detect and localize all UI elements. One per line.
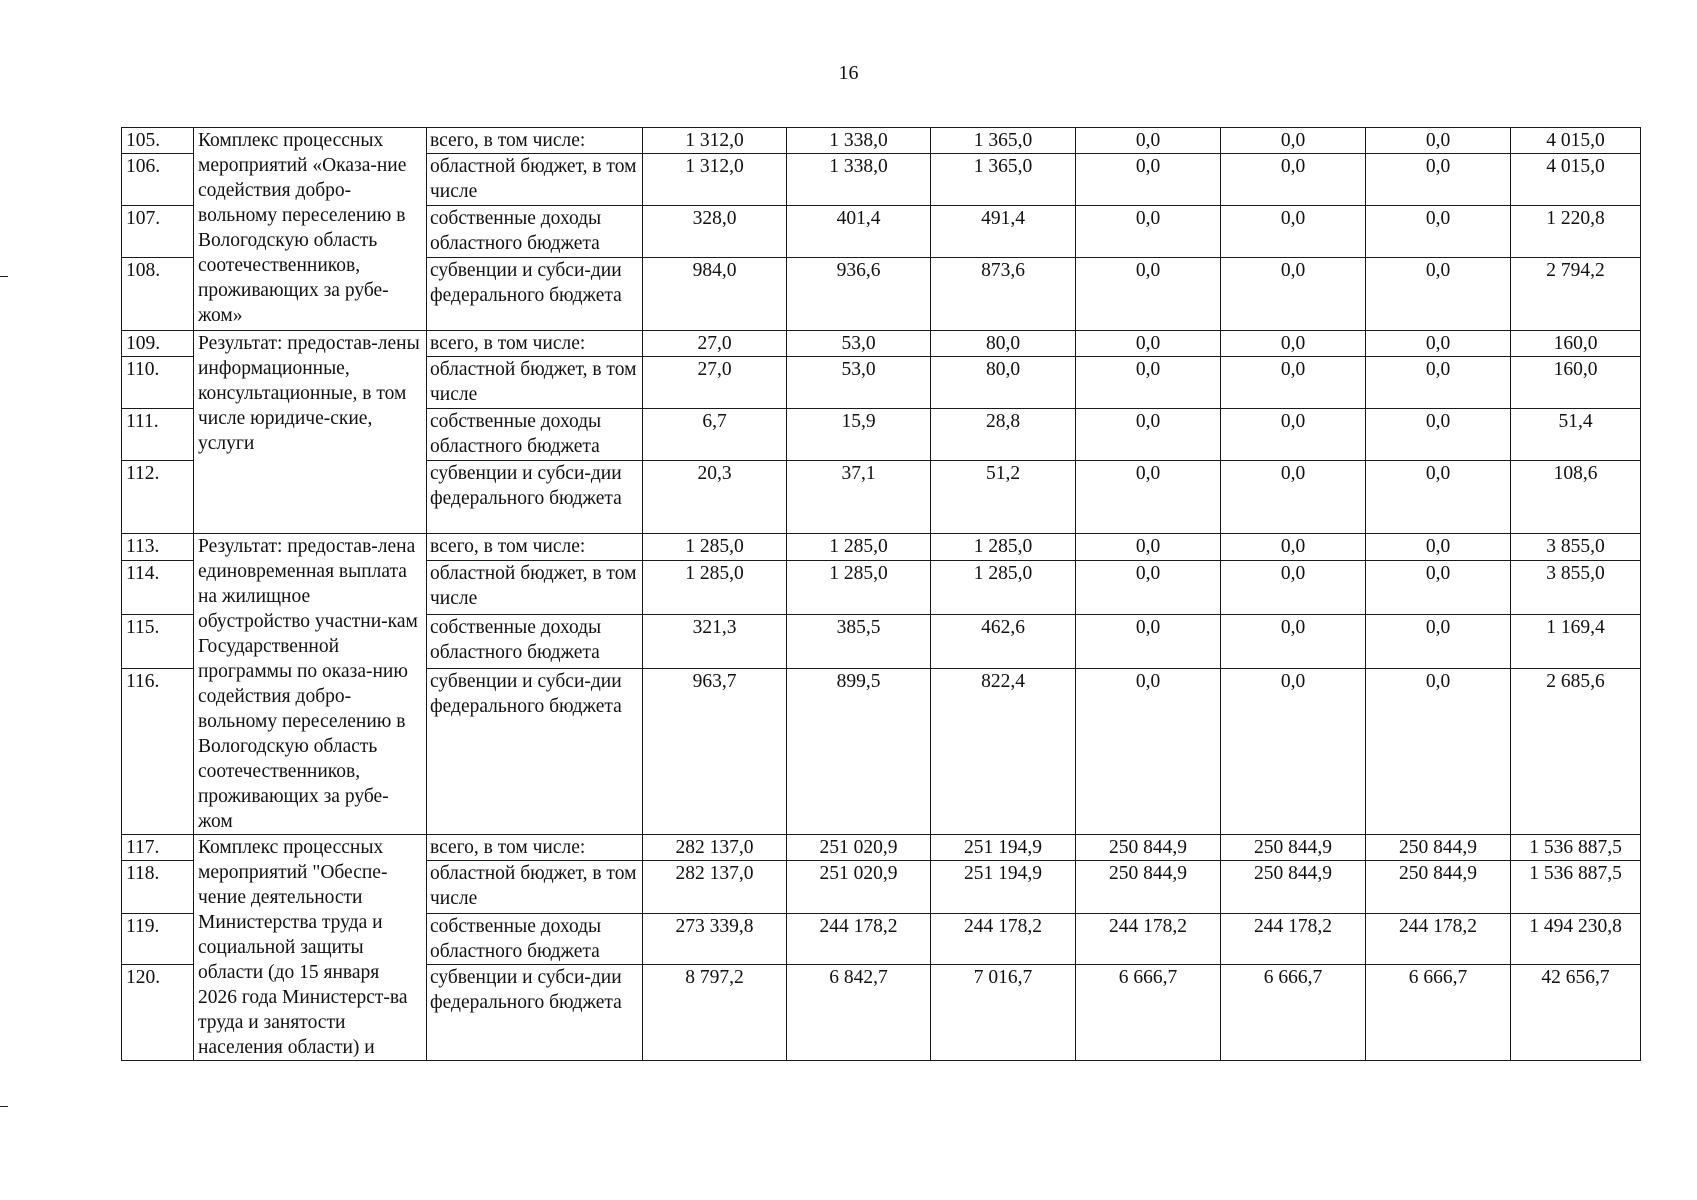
year-value: 250 844,9 [1366, 835, 1511, 861]
funding-source: собственные доходы областного бюджета [427, 206, 643, 258]
year-value: 244 178,2 [787, 913, 931, 964]
funding-source: областной бюджет, в том числе [427, 357, 643, 409]
total-value: 160,0 [1511, 357, 1641, 409]
year-value: 1 285,0 [787, 534, 931, 561]
year-value: 6 842,7 [787, 965, 931, 1061]
funding-source: субвенции и субси-дии федерального бюджета [427, 668, 643, 834]
year-value: 0,0 [1076, 357, 1221, 409]
year-value: 0,0 [1221, 614, 1366, 668]
funding-source: собственные доходы областного бюджета [427, 409, 643, 461]
funding-source: областной бюджет, в том числе [427, 861, 643, 913]
measure-description: Комплекс процессных мероприятий "Обеспе-чение деятельности Министерства труда и социальной защиты области (до 15 января 2026 года Министерст-ва труда и занятости населения области) и [194, 835, 427, 1061]
total-value: 3 855,0 [1511, 534, 1641, 561]
year-value: 0,0 [1366, 614, 1511, 668]
total-value: 1 169,4 [1511, 614, 1641, 668]
year-value: 250 844,9 [1221, 835, 1366, 861]
total-value: 160,0 [1511, 331, 1641, 357]
row-index: 111. [122, 409, 194, 461]
funding-source: субвенции и субси-дии федерального бюджета [427, 965, 643, 1061]
year-value: 0,0 [1221, 534, 1366, 561]
year-value: 0,0 [1076, 614, 1221, 668]
year-value: 0,0 [1221, 206, 1366, 258]
funding-source: собственные доходы областного бюджета [427, 614, 643, 668]
year-value: 250 844,9 [1366, 861, 1511, 913]
row-index: 107. [122, 206, 194, 258]
row-index: 113. [122, 534, 194, 561]
row-index: 115. [122, 614, 194, 668]
year-value: 0,0 [1076, 409, 1221, 461]
year-value: 37,1 [787, 461, 931, 534]
total-value: 108,6 [1511, 461, 1641, 534]
year-value: 0,0 [1221, 154, 1366, 206]
year-value: 0,0 [1366, 409, 1511, 461]
year-value: 244 178,2 [1221, 913, 1366, 964]
year-value: 1 365,0 [931, 154, 1076, 206]
year-value: 936,6 [787, 258, 931, 331]
year-value: 53,0 [787, 357, 931, 409]
year-value: 0,0 [1221, 331, 1366, 357]
year-value: 1 285,0 [643, 534, 787, 561]
row-index: 105. [122, 128, 194, 154]
year-value: 251 194,9 [931, 835, 1076, 861]
year-value: 873,6 [931, 258, 1076, 331]
total-value: 51,4 [1511, 409, 1641, 461]
year-value: 1 312,0 [643, 128, 787, 154]
year-value: 6 666,7 [1221, 965, 1366, 1061]
year-value: 0,0 [1366, 357, 1511, 409]
row-index: 109. [122, 331, 194, 357]
total-value: 1 536 887,5 [1511, 835, 1641, 861]
year-value: 0,0 [1366, 154, 1511, 206]
year-value: 0,0 [1366, 560, 1511, 614]
year-value: 28,8 [931, 409, 1076, 461]
page-number: 16 [838, 62, 859, 84]
total-value: 1 536 887,5 [1511, 861, 1641, 913]
measure-description: Результат: предостав-лена единовременная выплата на жилищное обустройство участни-кам Государственной программы по оказа-нию содействия добро-вольному переселению в Вологодскую область соотечественников, проживающих за рубе-жом [194, 534, 427, 835]
year-value: 282 137,0 [643, 835, 787, 861]
row-index: 118. [122, 861, 194, 913]
year-value: 80,0 [931, 331, 1076, 357]
year-value: 401,4 [787, 206, 931, 258]
table-row [122, 534, 1641, 561]
year-value: 1 285,0 [931, 534, 1076, 561]
year-value: 282 137,0 [643, 861, 787, 913]
year-value: 0,0 [1221, 128, 1366, 154]
year-value: 0,0 [1221, 560, 1366, 614]
year-value: 20,3 [643, 461, 787, 534]
year-value: 80,0 [931, 357, 1076, 409]
year-value: 1 338,0 [787, 128, 931, 154]
year-value: 0,0 [1221, 461, 1366, 534]
year-value: 328,0 [643, 206, 787, 258]
year-value: 0,0 [1076, 461, 1221, 534]
year-value: 8 797,2 [643, 965, 787, 1061]
year-value: 984,0 [643, 258, 787, 331]
table-row [122, 331, 1641, 357]
year-value: 385,5 [787, 614, 931, 668]
year-value: 1 312,0 [643, 154, 787, 206]
year-value: 7 016,7 [931, 965, 1076, 1061]
year-value: 244 178,2 [1366, 913, 1511, 964]
total-value: 2 685,6 [1511, 668, 1641, 834]
year-value: 0,0 [1076, 128, 1221, 154]
year-value: 250 844,9 [1221, 861, 1366, 913]
year-value: 0,0 [1076, 534, 1221, 561]
measure-description: Результат: предостав-лены информационные, консультационные, в том числе юридиче-ские, услуги [194, 331, 427, 534]
total-value: 3 855,0 [1511, 560, 1641, 614]
year-value: 0,0 [1221, 258, 1366, 331]
funding-source: всего, в том числе: [427, 835, 643, 861]
year-value: 963,7 [643, 668, 787, 834]
year-value: 1 365,0 [931, 128, 1076, 154]
year-value: 0,0 [1366, 206, 1511, 258]
year-value: 6 666,7 [1076, 965, 1221, 1061]
year-value: 1 338,0 [787, 154, 931, 206]
funding-source: всего, в том числе: [427, 128, 643, 154]
year-value: 53,0 [787, 331, 931, 357]
year-value: 0,0 [1076, 258, 1221, 331]
year-value: 899,5 [787, 668, 931, 834]
year-value: 0,0 [1366, 331, 1511, 357]
total-value: 2 794,2 [1511, 258, 1641, 331]
year-value: 250 844,9 [1076, 835, 1221, 861]
year-value: 15,9 [787, 409, 931, 461]
year-value: 0,0 [1076, 331, 1221, 357]
year-value: 250 844,9 [1076, 861, 1221, 913]
total-value: 42 656,7 [1511, 965, 1641, 1061]
measure-description: Комплекс процессных мероприятий «Оказа-ние содействия добро-вольному переселению в Вологодскую область соотечественников, проживающих за рубе-жом» [194, 128, 427, 331]
funding-source: всего, в том числе: [427, 331, 643, 357]
year-value: 1 285,0 [643, 560, 787, 614]
funding-source: субвенции и субси-дии федерального бюджета [427, 258, 643, 331]
year-value: 0,0 [1076, 560, 1221, 614]
row-index: 116. [122, 668, 194, 834]
total-value: 4 015,0 [1511, 154, 1641, 206]
year-value: 251 194,9 [931, 861, 1076, 913]
budget-table [121, 127, 1641, 1061]
year-value: 251 020,9 [787, 861, 931, 913]
year-value: 51,2 [931, 461, 1076, 534]
margin-mark [0, 1106, 8, 1107]
funding-source: собственные доходы областного бюджета [427, 913, 643, 964]
row-index: 106. [122, 154, 194, 206]
total-value: 4 015,0 [1511, 128, 1641, 154]
year-value: 0,0 [1076, 668, 1221, 834]
year-value: 0,0 [1221, 357, 1366, 409]
year-value: 244 178,2 [931, 913, 1076, 964]
year-value: 0,0 [1366, 461, 1511, 534]
year-value: 0,0 [1366, 258, 1511, 331]
funding-source: областной бюджет, в том числе [427, 560, 643, 614]
year-value: 27,0 [643, 331, 787, 357]
year-value: 491,4 [931, 206, 1076, 258]
funding-source: всего, в том числе: [427, 534, 643, 561]
year-value: 273 339,8 [643, 913, 787, 964]
year-value: 822,4 [931, 668, 1076, 834]
row-index: 108. [122, 258, 194, 331]
row-index: 112. [122, 461, 194, 534]
total-value: 1 494 230,8 [1511, 913, 1641, 964]
year-value: 0,0 [1366, 534, 1511, 561]
margin-mark [0, 276, 8, 277]
row-index: 114. [122, 560, 194, 614]
row-index: 117. [122, 835, 194, 861]
year-value: 1 285,0 [787, 560, 931, 614]
funding-source: областной бюджет, в том числе [427, 154, 643, 206]
table-row [122, 128, 1641, 154]
row-index: 110. [122, 357, 194, 409]
year-value: 0,0 [1076, 206, 1221, 258]
year-value: 0,0 [1366, 128, 1511, 154]
table-row [122, 835, 1641, 861]
year-value: 0,0 [1221, 668, 1366, 834]
total-value: 1 220,8 [1511, 206, 1641, 258]
year-value: 27,0 [643, 357, 787, 409]
year-value: 251 020,9 [787, 835, 931, 861]
year-value: 6 666,7 [1366, 965, 1511, 1061]
year-value: 6,7 [643, 409, 787, 461]
year-value: 244 178,2 [1076, 913, 1221, 964]
year-value: 0,0 [1366, 668, 1511, 834]
year-value: 0,0 [1076, 154, 1221, 206]
year-value: 1 285,0 [931, 560, 1076, 614]
year-value: 321,3 [643, 614, 787, 668]
year-value: 462,6 [931, 614, 1076, 668]
year-value: 0,0 [1221, 409, 1366, 461]
row-index: 120. [122, 965, 194, 1061]
funding-source: субвенции и субси-дии федерального бюджета [427, 461, 643, 534]
row-index: 119. [122, 913, 194, 964]
